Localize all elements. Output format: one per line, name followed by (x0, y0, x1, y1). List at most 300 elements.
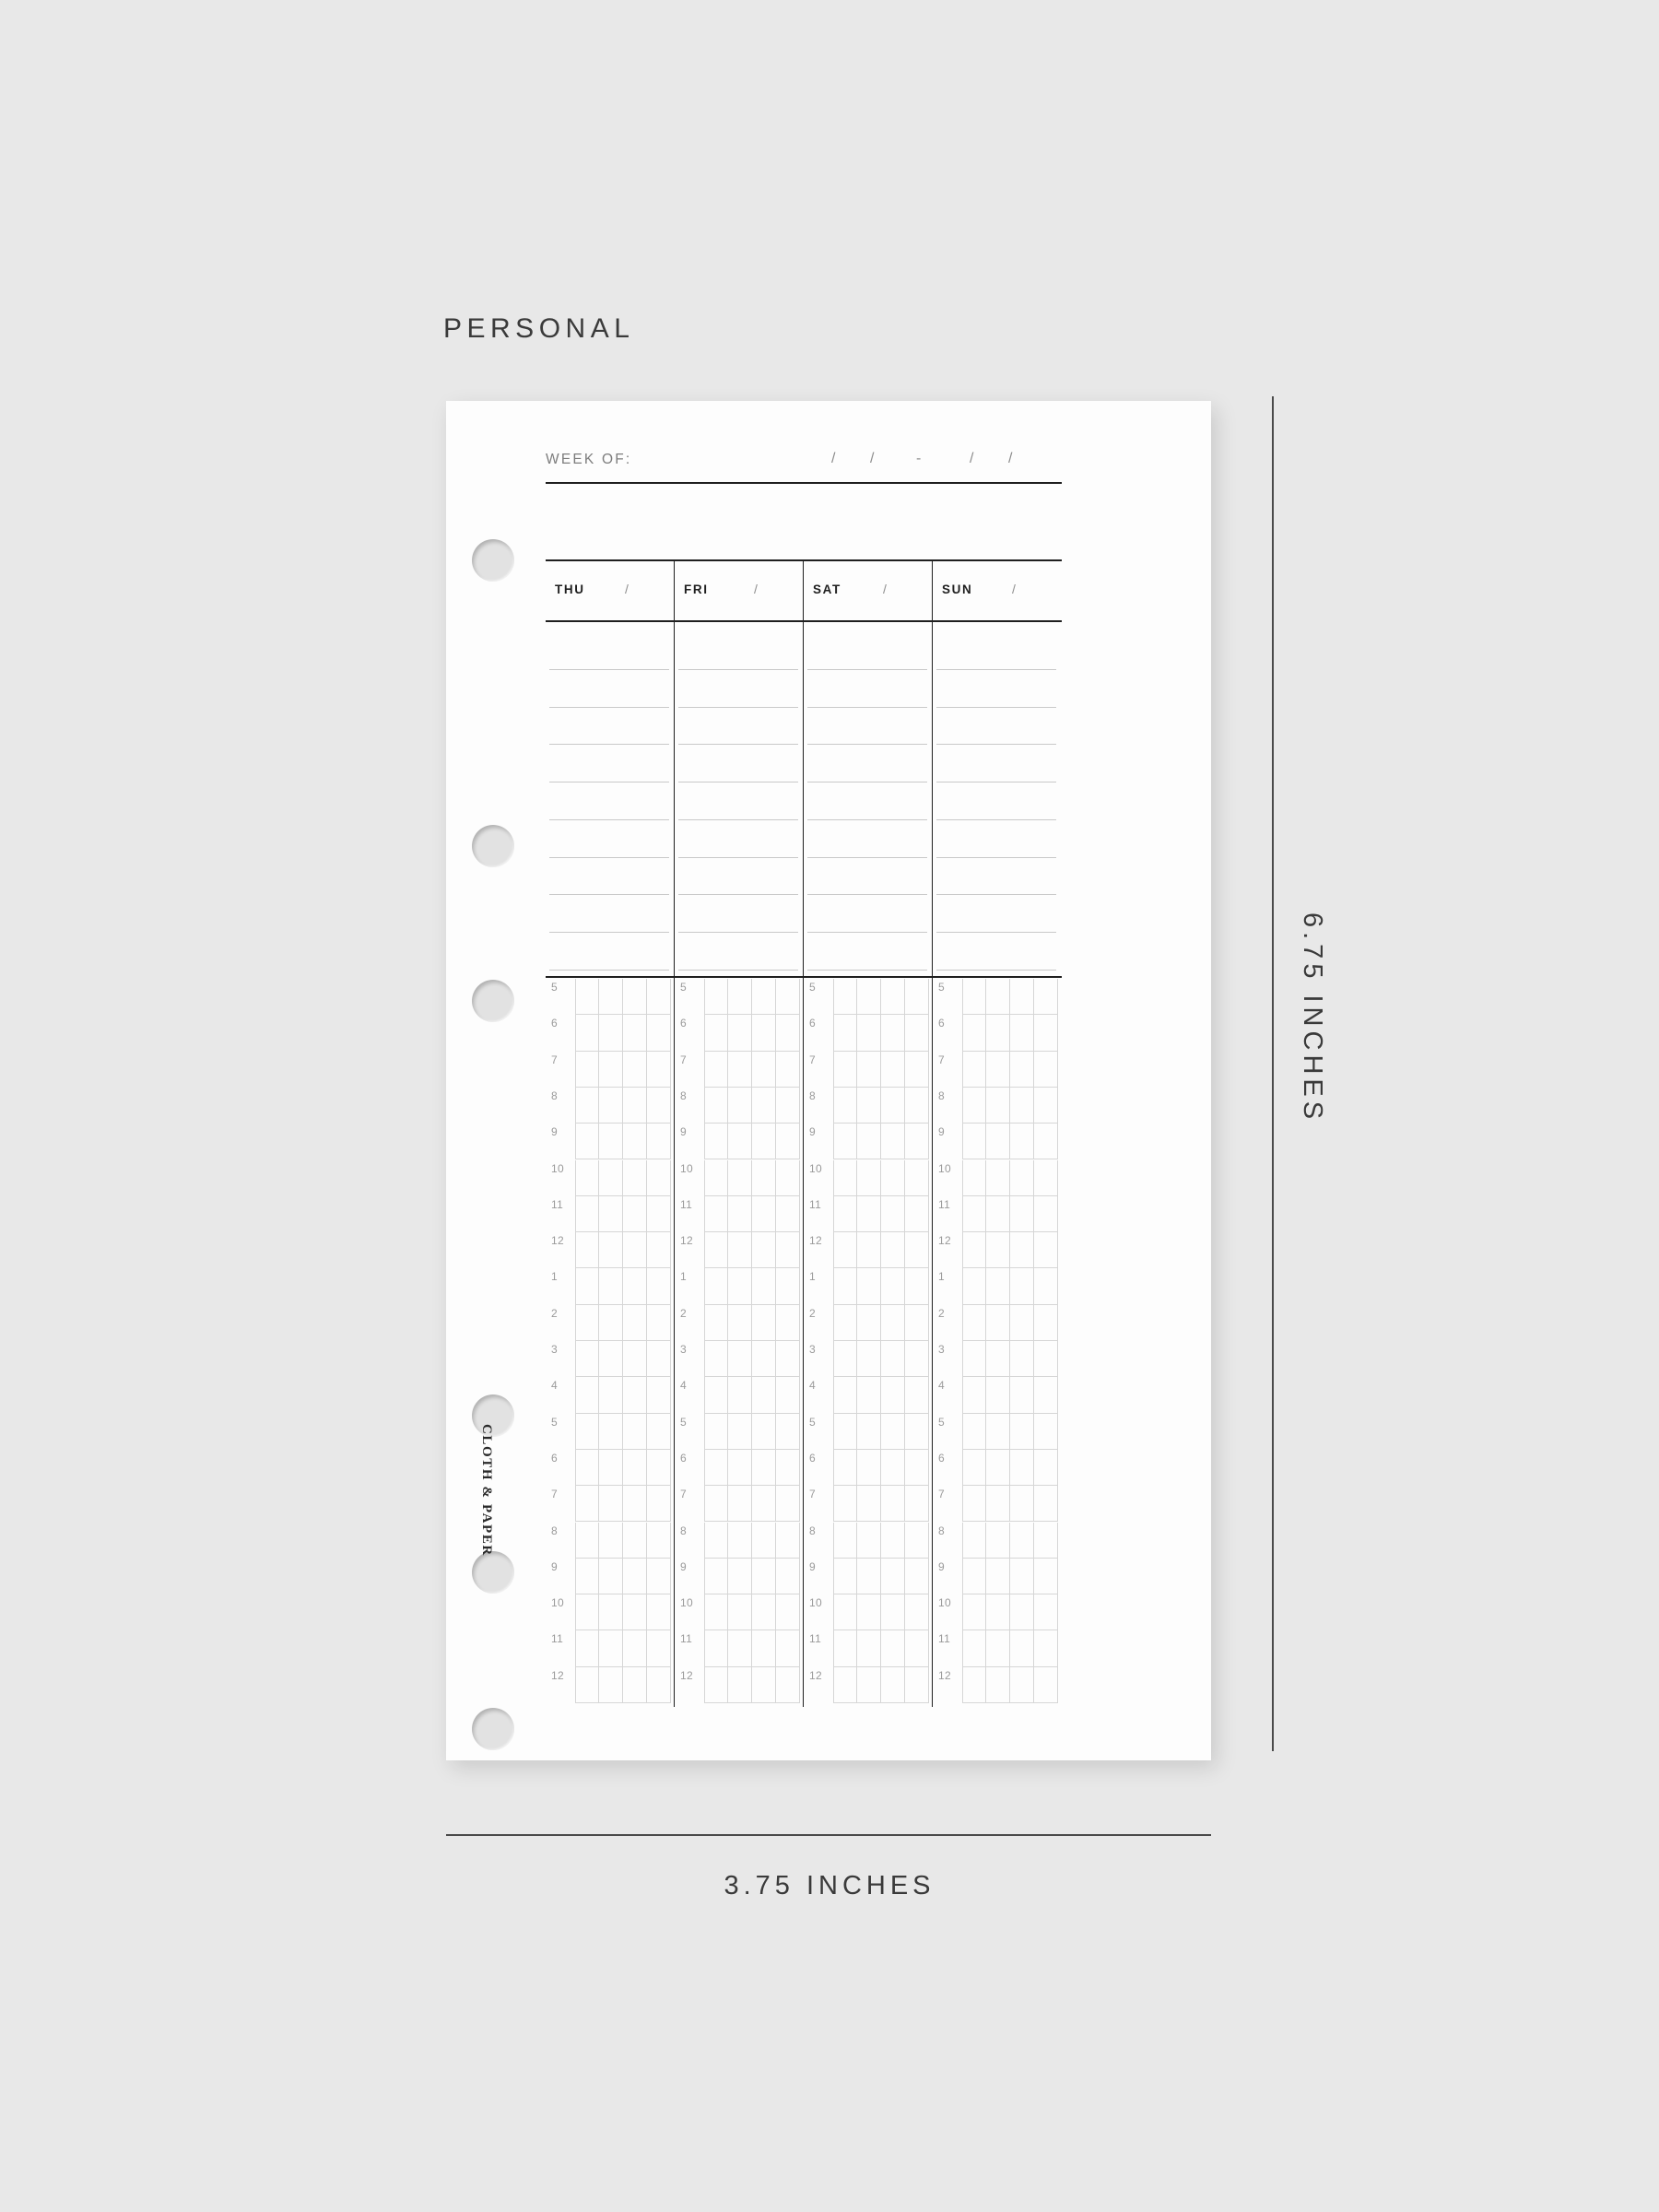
schedule-cell[interactable] (905, 1196, 929, 1232)
schedule-cell[interactable] (1010, 1630, 1034, 1666)
schedule-cell[interactable] (881, 1559, 905, 1594)
schedule-cell[interactable] (776, 1667, 800, 1703)
schedule-cell[interactable] (857, 1015, 881, 1051)
schedule-cell[interactable] (599, 1052, 623, 1088)
schedule-cell[interactable] (647, 1015, 671, 1051)
schedule-cell[interactable] (881, 1052, 905, 1088)
schedule-cell[interactable] (599, 1088, 623, 1124)
schedule-cell[interactable] (752, 1667, 776, 1703)
schedule-cell[interactable] (752, 1196, 776, 1232)
schedule-cell[interactable] (575, 1015, 599, 1051)
schedule-cell[interactable] (1034, 1594, 1058, 1630)
schedule-cell[interactable] (704, 1124, 728, 1159)
note-line[interactable] (807, 857, 927, 858)
schedule-cell[interactable] (575, 1088, 599, 1124)
schedule-cell[interactable] (776, 1305, 800, 1341)
schedule-cell[interactable] (599, 1196, 623, 1232)
schedule-cell[interactable] (752, 1594, 776, 1630)
schedule-cell[interactable] (962, 1414, 986, 1450)
schedule-cell[interactable] (647, 1559, 671, 1594)
schedule-cell[interactable] (704, 979, 728, 1015)
schedule-cell[interactable] (905, 1594, 929, 1630)
schedule-cell[interactable] (704, 1015, 728, 1051)
schedule-cell[interactable] (1010, 1088, 1034, 1124)
note-line[interactable] (807, 894, 927, 895)
schedule-cell[interactable] (623, 1667, 647, 1703)
schedule-cell[interactable] (905, 1268, 929, 1304)
schedule-cell[interactable] (1010, 1667, 1034, 1703)
schedule-cell[interactable] (905, 1450, 929, 1486)
schedule-cell[interactable] (833, 1196, 857, 1232)
schedule-cell[interactable] (962, 1268, 986, 1304)
day-date-slash[interactable]: / (1012, 582, 1016, 596)
schedule-cell[interactable] (752, 1414, 776, 1450)
schedule-cell[interactable] (857, 1268, 881, 1304)
schedule-cell[interactable] (728, 1630, 752, 1666)
schedule-cell[interactable] (833, 1523, 857, 1559)
schedule-cell[interactable] (986, 1052, 1010, 1088)
schedule-cell[interactable] (905, 1414, 929, 1450)
schedule-cell[interactable] (833, 1594, 857, 1630)
note-line[interactable] (807, 932, 927, 933)
schedule-cell[interactable] (962, 1196, 986, 1232)
note-line[interactable] (678, 857, 798, 858)
schedule-cell[interactable] (752, 1160, 776, 1196)
schedule-cell[interactable] (986, 1341, 1010, 1377)
schedule-cell[interactable] (1034, 1088, 1058, 1124)
schedule-cell[interactable] (647, 1341, 671, 1377)
note-line[interactable] (807, 744, 927, 745)
schedule-cell[interactable] (623, 1377, 647, 1413)
schedule-cell[interactable] (1034, 1486, 1058, 1522)
schedule-cell[interactable] (599, 1667, 623, 1703)
schedule-cell[interactable] (575, 1667, 599, 1703)
schedule-cell[interactable] (599, 1268, 623, 1304)
note-line[interactable] (936, 894, 1056, 895)
schedule-cell[interactable] (1010, 1052, 1034, 1088)
schedule-cell[interactable] (704, 1414, 728, 1450)
schedule-cell[interactable] (704, 1523, 728, 1559)
schedule-cell[interactable] (704, 1268, 728, 1304)
schedule-cell[interactable] (599, 1232, 623, 1268)
schedule-cell[interactable] (962, 1341, 986, 1377)
schedule-cell[interactable] (575, 1630, 599, 1666)
schedule-cell[interactable] (1034, 1341, 1058, 1377)
schedule-cell[interactable] (752, 1015, 776, 1051)
schedule-cell[interactable] (881, 1124, 905, 1159)
schedule-cell[interactable] (833, 1124, 857, 1159)
schedule-cell[interactable] (1010, 979, 1034, 1015)
schedule-cell[interactable] (776, 1377, 800, 1413)
schedule-cell[interactable] (1034, 1268, 1058, 1304)
schedule-cell[interactable] (599, 1630, 623, 1666)
schedule-cell[interactable] (728, 1268, 752, 1304)
schedule-cell[interactable] (881, 1232, 905, 1268)
schedule-cell[interactable] (1010, 1160, 1034, 1196)
schedule-cell[interactable] (647, 1124, 671, 1159)
schedule-cell[interactable] (728, 1341, 752, 1377)
schedule-cell[interactable] (857, 1486, 881, 1522)
schedule-cell[interactable] (575, 1052, 599, 1088)
schedule-cell[interactable] (776, 1523, 800, 1559)
note-line[interactable] (936, 932, 1056, 933)
schedule-cell[interactable] (905, 1630, 929, 1666)
schedule-cell[interactable] (752, 1630, 776, 1666)
note-line[interactable] (549, 819, 669, 820)
schedule-cell[interactable] (1034, 1450, 1058, 1486)
schedule-cell[interactable] (575, 1196, 599, 1232)
schedule-cell[interactable] (905, 1377, 929, 1413)
schedule-cell[interactable] (752, 979, 776, 1015)
schedule-cell[interactable] (623, 1124, 647, 1159)
schedule-cell[interactable] (881, 1414, 905, 1450)
schedule-cell[interactable] (881, 1088, 905, 1124)
schedule-cell[interactable] (704, 1559, 728, 1594)
schedule-cell[interactable] (728, 1232, 752, 1268)
schedule-cell[interactable] (752, 1559, 776, 1594)
schedule-cell[interactable] (1034, 1630, 1058, 1666)
schedule-cell[interactable] (776, 1088, 800, 1124)
schedule-cell[interactable] (833, 1015, 857, 1051)
schedule-cell[interactable] (962, 1160, 986, 1196)
note-line[interactable] (678, 669, 798, 670)
schedule-cell[interactable] (752, 1341, 776, 1377)
schedule-cell[interactable] (575, 1450, 599, 1486)
schedule-cell[interactable] (986, 1160, 1010, 1196)
schedule-cell[interactable] (728, 1450, 752, 1486)
schedule-cell[interactable] (1034, 979, 1058, 1015)
schedule-cell[interactable] (857, 1594, 881, 1630)
schedule-cell[interactable] (728, 1414, 752, 1450)
schedule-cell[interactable] (905, 979, 929, 1015)
note-line[interactable] (678, 744, 798, 745)
schedule-cell[interactable] (575, 1414, 599, 1450)
schedule-cell[interactable] (857, 1305, 881, 1341)
schedule-cell[interactable] (728, 1559, 752, 1594)
schedule-cell[interactable] (704, 1232, 728, 1268)
note-line[interactable] (549, 894, 669, 895)
schedule-cell[interactable] (986, 1450, 1010, 1486)
schedule-cell[interactable] (905, 1124, 929, 1159)
schedule-cell[interactable] (704, 1486, 728, 1522)
schedule-cell[interactable] (599, 1377, 623, 1413)
schedule-cell[interactable] (986, 1232, 1010, 1268)
schedule-cell[interactable] (1034, 1414, 1058, 1450)
schedule-cell[interactable] (833, 1160, 857, 1196)
schedule-cell[interactable] (776, 1630, 800, 1666)
note-line[interactable] (549, 970, 669, 971)
schedule-cell[interactable] (704, 1341, 728, 1377)
schedule-cell[interactable] (986, 1414, 1010, 1450)
schedule-cell[interactable] (776, 1196, 800, 1232)
schedule-cell[interactable] (962, 1305, 986, 1341)
schedule-cell[interactable] (776, 1414, 800, 1450)
schedule-cell[interactable] (905, 1088, 929, 1124)
schedule-cell[interactable] (647, 979, 671, 1015)
schedule-cell[interactable] (1010, 1268, 1034, 1304)
schedule-cell[interactable] (857, 1414, 881, 1450)
day-date-slash[interactable]: / (625, 582, 629, 596)
schedule-cell[interactable] (728, 979, 752, 1015)
schedule-cell[interactable] (962, 1523, 986, 1559)
schedule-cell[interactable] (623, 1305, 647, 1341)
schedule-cell[interactable] (575, 1523, 599, 1559)
schedule-cell[interactable] (599, 1450, 623, 1486)
schedule-cell[interactable] (1034, 1160, 1058, 1196)
schedule-cell[interactable] (1034, 1052, 1058, 1088)
schedule-cell[interactable] (833, 1486, 857, 1522)
schedule-cell[interactable] (599, 979, 623, 1015)
schedule-cell[interactable] (962, 1594, 986, 1630)
schedule-cell[interactable] (728, 1124, 752, 1159)
schedule-cell[interactable] (647, 1414, 671, 1450)
schedule-cell[interactable] (833, 1559, 857, 1594)
schedule-cell[interactable] (623, 1341, 647, 1377)
schedule-cell[interactable] (647, 1486, 671, 1522)
schedule-cell[interactable] (752, 1232, 776, 1268)
schedule-cell[interactable] (986, 1594, 1010, 1630)
schedule-cell[interactable] (776, 1015, 800, 1051)
schedule-cell[interactable] (776, 1594, 800, 1630)
schedule-cell[interactable] (623, 1630, 647, 1666)
schedule-cell[interactable] (962, 1124, 986, 1159)
schedule-cell[interactable] (905, 1559, 929, 1594)
schedule-cell[interactable] (728, 1667, 752, 1703)
note-line[interactable] (549, 707, 669, 708)
schedule-cell[interactable] (1010, 1232, 1034, 1268)
schedule-cell[interactable] (1010, 1450, 1034, 1486)
schedule-cell[interactable] (776, 1232, 800, 1268)
schedule-cell[interactable] (857, 979, 881, 1015)
schedule-cell[interactable] (962, 1486, 986, 1522)
schedule-cell[interactable] (986, 1630, 1010, 1666)
schedule-cell[interactable] (647, 1667, 671, 1703)
schedule-cell[interactable] (623, 1594, 647, 1630)
schedule-cell[interactable] (728, 1015, 752, 1051)
schedule-cell[interactable] (704, 1450, 728, 1486)
schedule-cell[interactable] (881, 1450, 905, 1486)
schedule-cell[interactable] (1034, 1377, 1058, 1413)
note-line[interactable] (678, 970, 798, 971)
schedule-cell[interactable] (1010, 1124, 1034, 1159)
schedule-cell[interactable] (881, 1523, 905, 1559)
schedule-cell[interactable] (623, 1160, 647, 1196)
schedule-cell[interactable] (986, 1124, 1010, 1159)
schedule-cell[interactable] (599, 1559, 623, 1594)
schedule-cell[interactable] (857, 1667, 881, 1703)
schedule-cell[interactable] (986, 1196, 1010, 1232)
note-line[interactable] (807, 819, 927, 820)
schedule-cell[interactable] (704, 1196, 728, 1232)
schedule-cell[interactable] (752, 1450, 776, 1486)
schedule-cell[interactable] (704, 1630, 728, 1666)
schedule-cell[interactable] (1010, 1594, 1034, 1630)
schedule-cell[interactable] (728, 1088, 752, 1124)
schedule-cell[interactable] (962, 1088, 986, 1124)
schedule-cell[interactable] (881, 1015, 905, 1051)
schedule-cell[interactable] (986, 1377, 1010, 1413)
schedule-cell[interactable] (704, 1594, 728, 1630)
schedule-cell[interactable] (704, 1052, 728, 1088)
schedule-cell[interactable] (833, 1667, 857, 1703)
schedule-cell[interactable] (575, 1160, 599, 1196)
schedule-cell[interactable] (881, 1486, 905, 1522)
schedule-cell[interactable] (776, 979, 800, 1015)
schedule-cell[interactable] (962, 1450, 986, 1486)
schedule-cell[interactable] (599, 1341, 623, 1377)
schedule-cell[interactable] (857, 1088, 881, 1124)
schedule-cell[interactable] (986, 1305, 1010, 1341)
day-date-slash[interactable]: / (883, 582, 887, 596)
schedule-cell[interactable] (986, 1088, 1010, 1124)
schedule-cell[interactable] (704, 1305, 728, 1341)
schedule-cell[interactable] (986, 1268, 1010, 1304)
schedule-cell[interactable] (857, 1341, 881, 1377)
schedule-cell[interactable] (962, 1559, 986, 1594)
schedule-cell[interactable] (647, 1594, 671, 1630)
schedule-cell[interactable] (776, 1268, 800, 1304)
schedule-cell[interactable] (776, 1341, 800, 1377)
note-line[interactable] (936, 819, 1056, 820)
schedule-cell[interactable] (623, 1268, 647, 1304)
schedule-cell[interactable] (575, 1124, 599, 1159)
schedule-cell[interactable] (905, 1015, 929, 1051)
schedule-cell[interactable] (752, 1124, 776, 1159)
schedule-cell[interactable] (599, 1015, 623, 1051)
schedule-cell[interactable] (752, 1377, 776, 1413)
schedule-cell[interactable] (833, 1341, 857, 1377)
schedule-cell[interactable] (857, 1450, 881, 1486)
schedule-cell[interactable] (575, 1559, 599, 1594)
schedule-cell[interactable] (704, 1160, 728, 1196)
schedule-cell[interactable] (647, 1268, 671, 1304)
schedule-cell[interactable] (1034, 1196, 1058, 1232)
schedule-cell[interactable] (986, 1559, 1010, 1594)
schedule-cell[interactable] (905, 1232, 929, 1268)
schedule-cell[interactable] (881, 1268, 905, 1304)
schedule-cell[interactable] (575, 1305, 599, 1341)
schedule-cell[interactable] (728, 1052, 752, 1088)
note-line[interactable] (936, 669, 1056, 670)
schedule-cell[interactable] (647, 1450, 671, 1486)
schedule-cell[interactable] (599, 1124, 623, 1159)
schedule-cell[interactable] (1034, 1232, 1058, 1268)
note-line[interactable] (549, 744, 669, 745)
schedule-cell[interactable] (986, 979, 1010, 1015)
schedule-cell[interactable] (962, 1052, 986, 1088)
schedule-cell[interactable] (905, 1341, 929, 1377)
note-line[interactable] (936, 744, 1056, 745)
schedule-cell[interactable] (623, 1559, 647, 1594)
schedule-cell[interactable] (881, 979, 905, 1015)
schedule-cell[interactable] (857, 1377, 881, 1413)
note-line[interactable] (936, 857, 1056, 858)
schedule-cell[interactable] (962, 1015, 986, 1051)
schedule-cell[interactable] (1010, 1523, 1034, 1559)
schedule-cell[interactable] (833, 1232, 857, 1268)
schedule-cell[interactable] (962, 1232, 986, 1268)
schedule-cell[interactable] (623, 1052, 647, 1088)
schedule-cell[interactable] (857, 1630, 881, 1666)
schedule-cell[interactable] (833, 1450, 857, 1486)
schedule-cell[interactable] (905, 1305, 929, 1341)
schedule-cell[interactable] (752, 1088, 776, 1124)
schedule-cell[interactable] (833, 1377, 857, 1413)
schedule-cell[interactable] (752, 1305, 776, 1341)
schedule-cell[interactable] (881, 1305, 905, 1341)
schedule-cell[interactable] (647, 1088, 671, 1124)
schedule-cell[interactable] (575, 1594, 599, 1630)
schedule-cell[interactable] (833, 1268, 857, 1304)
schedule-cell[interactable] (623, 1015, 647, 1051)
schedule-cell[interactable] (728, 1160, 752, 1196)
schedule-cell[interactable] (905, 1486, 929, 1522)
schedule-cell[interactable] (599, 1305, 623, 1341)
schedule-cell[interactable] (962, 1377, 986, 1413)
schedule-cell[interactable] (986, 1015, 1010, 1051)
schedule-cell[interactable] (776, 1160, 800, 1196)
day-date-slash[interactable]: / (754, 582, 758, 596)
schedule-cell[interactable] (881, 1160, 905, 1196)
schedule-cell[interactable] (647, 1232, 671, 1268)
schedule-cell[interactable] (905, 1667, 929, 1703)
schedule-cell[interactable] (1034, 1124, 1058, 1159)
schedule-cell[interactable] (623, 1450, 647, 1486)
schedule-cell[interactable] (599, 1160, 623, 1196)
schedule-cell[interactable] (704, 1088, 728, 1124)
schedule-cell[interactable] (728, 1594, 752, 1630)
schedule-cell[interactable] (728, 1305, 752, 1341)
note-line[interactable] (549, 669, 669, 670)
schedule-cell[interactable] (704, 1667, 728, 1703)
schedule-cell[interactable] (881, 1630, 905, 1666)
schedule-cell[interactable] (728, 1486, 752, 1522)
schedule-cell[interactable] (881, 1594, 905, 1630)
schedule-cell[interactable] (833, 979, 857, 1015)
schedule-cell[interactable] (986, 1667, 1010, 1703)
schedule-cell[interactable] (776, 1559, 800, 1594)
schedule-cell[interactable] (575, 979, 599, 1015)
schedule-cell[interactable] (1010, 1015, 1034, 1051)
note-line[interactable] (936, 707, 1056, 708)
schedule-cell[interactable] (857, 1124, 881, 1159)
schedule-cell[interactable] (776, 1450, 800, 1486)
note-line[interactable] (678, 894, 798, 895)
schedule-cell[interactable] (647, 1160, 671, 1196)
schedule-cell[interactable] (623, 1088, 647, 1124)
schedule-cell[interactable] (1034, 1523, 1058, 1559)
schedule-cell[interactable] (1034, 1667, 1058, 1703)
schedule-cell[interactable] (752, 1486, 776, 1522)
note-line[interactable] (807, 669, 927, 670)
schedule-cell[interactable] (575, 1268, 599, 1304)
schedule-cell[interactable] (962, 1630, 986, 1666)
schedule-cell[interactable] (881, 1196, 905, 1232)
schedule-cell[interactable] (986, 1486, 1010, 1522)
schedule-cell[interactable] (962, 1667, 986, 1703)
schedule-cell[interactable] (1034, 1015, 1058, 1051)
schedule-cell[interactable] (647, 1377, 671, 1413)
schedule-cell[interactable] (575, 1486, 599, 1522)
schedule-cell[interactable] (776, 1052, 800, 1088)
schedule-cell[interactable] (986, 1523, 1010, 1559)
schedule-cell[interactable] (1010, 1414, 1034, 1450)
schedule-cell[interactable] (704, 1377, 728, 1413)
schedule-cell[interactable] (1010, 1305, 1034, 1341)
schedule-cell[interactable] (599, 1414, 623, 1450)
schedule-cell[interactable] (752, 1268, 776, 1304)
note-line[interactable] (678, 819, 798, 820)
